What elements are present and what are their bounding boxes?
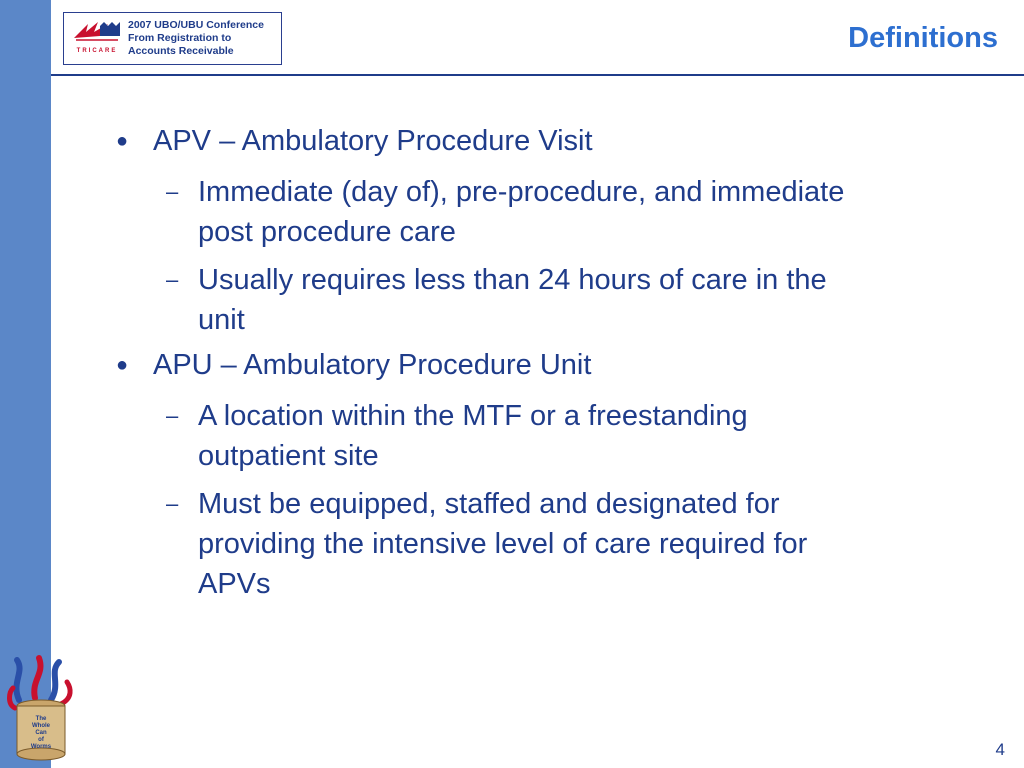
sub-bullet-line: Must be equipped, staffed and designated for [198,488,780,520]
bullet-item [110,348,990,382]
page-number: 4 [995,740,1005,759]
sub-bullet-line: A location within the MTF or a freestanding [198,400,748,432]
conference-logo [63,12,282,65]
logo-text [128,19,264,58]
tricare-logo-icon [70,18,124,60]
sub-bullet-line: providing the intensive level of care required for [198,528,808,560]
sub-bullet-line: unit [198,304,245,336]
bullet-dot-icon: ● [116,354,129,376]
sub-bullet-item [110,484,990,604]
can-label-line: Worms [30,744,52,750]
dash-icon: – [166,179,179,204]
slide-content [110,124,990,612]
bullet-text: APU – Ambulatory Procedure Unit [153,349,592,381]
sub-bullet-item [110,260,990,340]
header-divider [51,74,1024,76]
dash-icon: – [166,267,179,292]
sub-bullet-item [110,396,990,476]
logo-line-3: Accounts Receivable [128,45,234,57]
can-label-line: of [38,737,44,743]
bullet-text: APV – Ambulatory Procedure Visit [153,125,593,157]
can-label-line: The [35,716,47,722]
sub-bullet-item [110,172,990,252]
dash-icon: – [166,403,179,428]
logo-brand-text: TRICARE [76,48,118,54]
bullet-dot-icon: ● [116,130,129,152]
sub-bullet-line: post procedure care [198,216,456,248]
can-label-line: Can [35,730,47,736]
sub-bullet-line: APVs [198,568,271,600]
sub-bullet-line: outpatient site [198,440,379,472]
sub-bullet-line: Immediate (day of), pre-procedure, and immediate [198,176,845,208]
bullet-item [110,124,990,158]
slide-title: Definitions [848,22,998,54]
can-of-worms-icon [5,652,77,764]
logo-line-2: From Registration to [128,32,232,44]
logo-line-1: 2007 UBO/UBU Conference [128,19,264,31]
dash-icon: – [166,491,179,516]
sub-bullet-line: Usually requires less than 24 hours of care in the [198,264,827,296]
can-label-line: Whole [32,723,50,729]
